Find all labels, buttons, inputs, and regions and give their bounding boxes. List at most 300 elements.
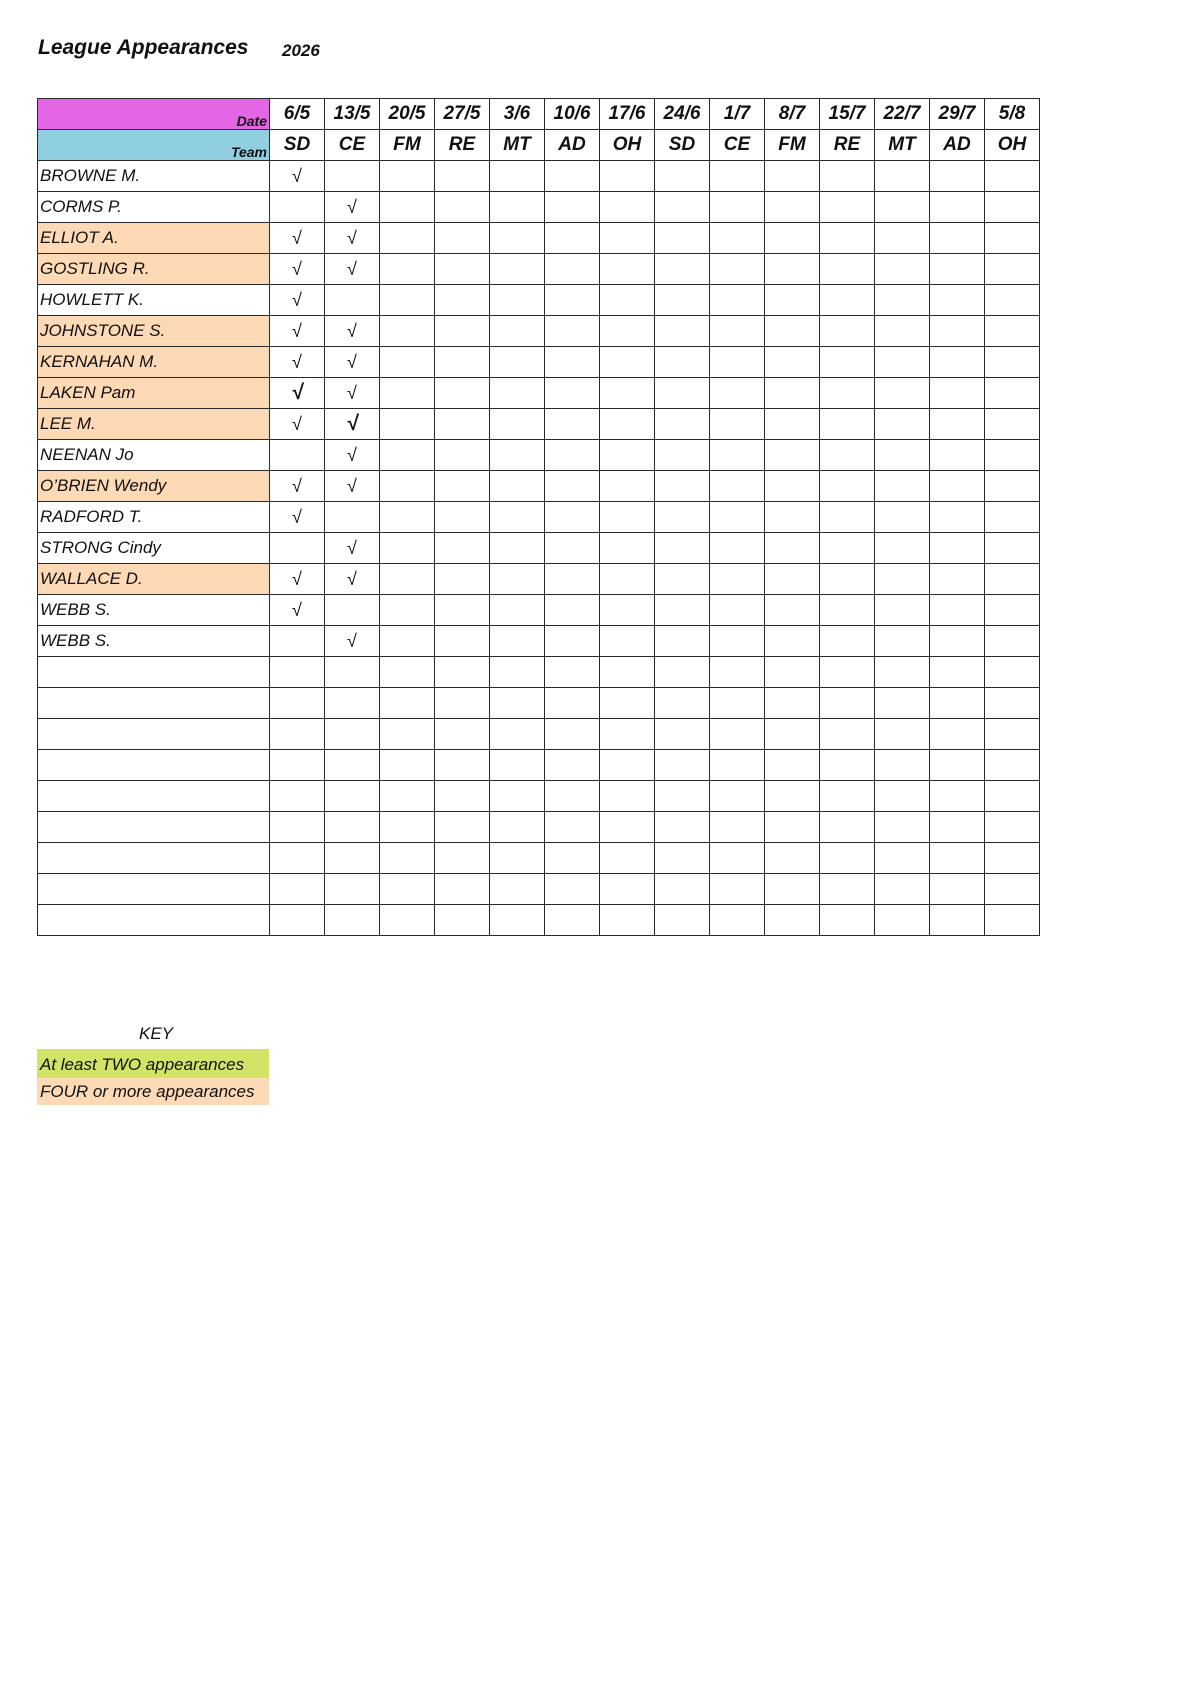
date-header-cell[interactable]: 13/5 (325, 99, 380, 130)
empty-cell[interactable] (930, 471, 985, 502)
empty-cell[interactable] (490, 750, 545, 781)
empty-cell[interactable] (875, 471, 930, 502)
empty-cell[interactable] (985, 781, 1040, 812)
empty-cell[interactable] (875, 254, 930, 285)
empty-cell[interactable] (600, 440, 655, 471)
empty-cell[interactable] (985, 502, 1040, 533)
empty-cell[interactable] (545, 316, 600, 347)
empty-cell[interactable] (820, 812, 875, 843)
empty-cell[interactable] (490, 812, 545, 843)
team-header-cell[interactable]: AD (545, 130, 600, 161)
empty-cell[interactable] (545, 192, 600, 223)
empty-cell[interactable] (655, 347, 710, 378)
appearance-tick-cell[interactable]: √ (325, 409, 380, 440)
empty-cell[interactable] (710, 812, 765, 843)
empty-cell[interactable] (875, 192, 930, 223)
empty-cell[interactable] (655, 812, 710, 843)
appearance-tick-cell[interactable]: √ (270, 316, 325, 347)
empty-cell[interactable] (435, 254, 490, 285)
empty-cell[interactable] (930, 533, 985, 564)
appearance-tick-cell[interactable]: √ (270, 502, 325, 533)
empty-cell[interactable] (710, 874, 765, 905)
empty-cell[interactable] (930, 502, 985, 533)
empty-cell[interactable] (435, 750, 490, 781)
player-name-cell[interactable]: JOHNSTONE S. (38, 316, 270, 347)
empty-cell[interactable] (765, 626, 820, 657)
empty-cell[interactable] (655, 626, 710, 657)
empty-cell[interactable] (435, 874, 490, 905)
empty-cell[interactable] (985, 874, 1040, 905)
empty-cell[interactable] (875, 595, 930, 626)
empty-cell[interactable] (765, 378, 820, 409)
player-name-cell[interactable] (38, 657, 270, 688)
team-header-cell[interactable]: RE (820, 130, 875, 161)
empty-cell[interactable] (380, 874, 435, 905)
empty-cell[interactable] (545, 812, 600, 843)
player-name-cell[interactable]: STRONG Cindy (38, 533, 270, 564)
empty-cell[interactable] (765, 812, 820, 843)
team-header-cell[interactable]: OH (600, 130, 655, 161)
empty-cell[interactable] (545, 688, 600, 719)
empty-cell[interactable] (930, 688, 985, 719)
player-name-cell[interactable]: BROWNE M. (38, 161, 270, 192)
empty-cell[interactable] (875, 843, 930, 874)
empty-cell[interactable] (270, 440, 325, 471)
date-header-cell[interactable]: 6/5 (270, 99, 325, 130)
empty-cell[interactable] (655, 595, 710, 626)
empty-cell[interactable] (930, 378, 985, 409)
empty-cell[interactable] (655, 471, 710, 502)
appearance-tick-cell[interactable]: √ (270, 378, 325, 409)
player-name-cell[interactable]: RADFORD T. (38, 502, 270, 533)
empty-cell[interactable] (380, 750, 435, 781)
empty-cell[interactable] (545, 254, 600, 285)
player-name-cell[interactable]: WALLACE D. (38, 564, 270, 595)
empty-cell[interactable] (875, 874, 930, 905)
empty-cell[interactable] (545, 843, 600, 874)
empty-cell[interactable] (600, 502, 655, 533)
empty-cell[interactable] (930, 316, 985, 347)
appearance-tick-cell[interactable]: √ (325, 316, 380, 347)
empty-cell[interactable] (985, 812, 1040, 843)
appearance-tick-cell[interactable]: √ (270, 595, 325, 626)
date-header-cell[interactable]: 1/7 (710, 99, 765, 130)
empty-cell[interactable] (435, 564, 490, 595)
player-name-cell[interactable]: LAKEN Pam (38, 378, 270, 409)
appearance-tick-cell[interactable]: √ (270, 409, 325, 440)
empty-cell[interactable] (765, 502, 820, 533)
empty-cell[interactable] (545, 533, 600, 564)
empty-cell[interactable] (985, 750, 1040, 781)
empty-cell[interactable] (380, 595, 435, 626)
empty-cell[interactable] (930, 750, 985, 781)
empty-cell[interactable] (820, 843, 875, 874)
empty-cell[interactable] (600, 316, 655, 347)
empty-cell[interactable] (545, 223, 600, 254)
empty-cell[interactable] (270, 874, 325, 905)
empty-cell[interactable] (380, 378, 435, 409)
appearance-tick-cell[interactable]: √ (270, 223, 325, 254)
appearance-tick-cell[interactable]: √ (325, 347, 380, 378)
empty-cell[interactable] (820, 750, 875, 781)
appearance-tick-cell[interactable]: √ (325, 471, 380, 502)
empty-cell[interactable] (435, 502, 490, 533)
empty-cell[interactable] (765, 161, 820, 192)
empty-cell[interactable] (820, 595, 875, 626)
empty-cell[interactable] (435, 192, 490, 223)
empty-cell[interactable] (490, 192, 545, 223)
empty-cell[interactable] (435, 626, 490, 657)
empty-cell[interactable] (655, 192, 710, 223)
player-name-cell[interactable] (38, 874, 270, 905)
empty-cell[interactable] (765, 409, 820, 440)
empty-cell[interactable] (765, 595, 820, 626)
date-header-cell[interactable]: 20/5 (380, 99, 435, 130)
empty-cell[interactable] (710, 223, 765, 254)
empty-cell[interactable] (325, 781, 380, 812)
empty-cell[interactable] (655, 843, 710, 874)
empty-cell[interactable] (930, 409, 985, 440)
empty-cell[interactable] (820, 161, 875, 192)
empty-cell[interactable] (820, 688, 875, 719)
team-header-cell[interactable]: RE (435, 130, 490, 161)
empty-cell[interactable] (270, 750, 325, 781)
empty-cell[interactable] (820, 285, 875, 316)
player-name-cell[interactable]: ELLIOT A. (38, 223, 270, 254)
empty-cell[interactable] (435, 688, 490, 719)
empty-cell[interactable] (820, 564, 875, 595)
empty-cell[interactable] (435, 657, 490, 688)
empty-cell[interactable] (490, 905, 545, 936)
appearance-tick-cell[interactable]: √ (325, 254, 380, 285)
empty-cell[interactable] (435, 843, 490, 874)
empty-cell[interactable] (600, 161, 655, 192)
player-name-cell[interactable]: WEBB S. (38, 595, 270, 626)
player-name-cell[interactable] (38, 905, 270, 936)
empty-cell[interactable] (270, 657, 325, 688)
empty-cell[interactable] (820, 378, 875, 409)
empty-cell[interactable] (765, 564, 820, 595)
empty-cell[interactable] (875, 688, 930, 719)
empty-cell[interactable] (270, 719, 325, 750)
appearance-tick-cell[interactable]: √ (325, 564, 380, 595)
empty-cell[interactable] (875, 719, 930, 750)
empty-cell[interactable] (985, 719, 1040, 750)
empty-cell[interactable] (270, 192, 325, 223)
empty-cell[interactable] (380, 657, 435, 688)
appearance-tick-cell[interactable]: √ (270, 564, 325, 595)
empty-cell[interactable] (985, 626, 1040, 657)
team-header-cell[interactable]: CE (325, 130, 380, 161)
empty-cell[interactable] (545, 719, 600, 750)
empty-cell[interactable] (655, 874, 710, 905)
empty-cell[interactable] (930, 781, 985, 812)
empty-cell[interactable] (820, 471, 875, 502)
empty-cell[interactable] (765, 750, 820, 781)
empty-cell[interactable] (270, 533, 325, 564)
empty-cell[interactable] (545, 285, 600, 316)
empty-cell[interactable] (985, 285, 1040, 316)
player-name-cell[interactable] (38, 781, 270, 812)
empty-cell[interactable] (820, 347, 875, 378)
empty-cell[interactable] (985, 688, 1040, 719)
empty-cell[interactable] (435, 440, 490, 471)
empty-cell[interactable] (655, 161, 710, 192)
player-name-cell[interactable] (38, 719, 270, 750)
empty-cell[interactable] (655, 688, 710, 719)
empty-cell[interactable] (710, 657, 765, 688)
empty-cell[interactable] (655, 409, 710, 440)
empty-cell[interactable] (545, 347, 600, 378)
empty-cell[interactable] (600, 378, 655, 409)
empty-cell[interactable] (545, 471, 600, 502)
empty-cell[interactable] (380, 781, 435, 812)
player-name-cell[interactable]: CORMS P. (38, 192, 270, 223)
empty-cell[interactable] (270, 626, 325, 657)
empty-cell[interactable] (875, 285, 930, 316)
appearance-tick-cell[interactable]: √ (325, 192, 380, 223)
empty-cell[interactable] (930, 626, 985, 657)
empty-cell[interactable] (545, 626, 600, 657)
empty-cell[interactable] (820, 316, 875, 347)
empty-cell[interactable] (875, 905, 930, 936)
empty-cell[interactable] (545, 409, 600, 440)
empty-cell[interactable] (435, 719, 490, 750)
empty-cell[interactable] (490, 285, 545, 316)
empty-cell[interactable] (600, 409, 655, 440)
appearance-tick-cell[interactable]: √ (325, 440, 380, 471)
empty-cell[interactable] (435, 285, 490, 316)
empty-cell[interactable] (325, 285, 380, 316)
appearance-tick-cell[interactable]: √ (270, 471, 325, 502)
empty-cell[interactable] (325, 161, 380, 192)
empty-cell[interactable] (270, 843, 325, 874)
empty-cell[interactable] (545, 378, 600, 409)
empty-cell[interactable] (380, 285, 435, 316)
empty-cell[interactable] (985, 595, 1040, 626)
empty-cell[interactable] (600, 564, 655, 595)
empty-cell[interactable] (490, 564, 545, 595)
empty-cell[interactable] (765, 719, 820, 750)
empty-cell[interactable] (380, 471, 435, 502)
empty-cell[interactable] (435, 378, 490, 409)
empty-cell[interactable] (875, 781, 930, 812)
player-name-cell[interactable] (38, 812, 270, 843)
empty-cell[interactable] (600, 719, 655, 750)
empty-cell[interactable] (930, 161, 985, 192)
team-header-cell[interactable]: FM (380, 130, 435, 161)
empty-cell[interactable] (930, 719, 985, 750)
empty-cell[interactable] (710, 905, 765, 936)
empty-cell[interactable] (600, 688, 655, 719)
empty-cell[interactable] (600, 843, 655, 874)
empty-cell[interactable] (655, 781, 710, 812)
empty-cell[interactable] (765, 192, 820, 223)
date-header-cell[interactable]: 24/6 (655, 99, 710, 130)
empty-cell[interactable] (490, 843, 545, 874)
empty-cell[interactable] (710, 843, 765, 874)
empty-cell[interactable] (490, 874, 545, 905)
empty-cell[interactable] (985, 471, 1040, 502)
player-name-cell[interactable]: GOSTLING R. (38, 254, 270, 285)
empty-cell[interactable] (930, 595, 985, 626)
empty-cell[interactable] (435, 347, 490, 378)
empty-cell[interactable] (985, 223, 1040, 254)
empty-cell[interactable] (490, 595, 545, 626)
team-header-cell[interactable]: OH (985, 130, 1040, 161)
empty-cell[interactable] (545, 874, 600, 905)
empty-cell[interactable] (820, 254, 875, 285)
empty-cell[interactable] (490, 440, 545, 471)
empty-cell[interactable] (875, 626, 930, 657)
player-name-cell[interactable]: NEENAN Jo (38, 440, 270, 471)
empty-cell[interactable] (490, 719, 545, 750)
empty-cell[interactable] (710, 688, 765, 719)
empty-cell[interactable] (380, 688, 435, 719)
empty-cell[interactable] (600, 254, 655, 285)
empty-cell[interactable] (380, 843, 435, 874)
empty-cell[interactable] (600, 285, 655, 316)
date-header-cell[interactable]: 17/6 (600, 99, 655, 130)
empty-cell[interactable] (325, 874, 380, 905)
empty-cell[interactable] (875, 564, 930, 595)
empty-cell[interactable] (490, 657, 545, 688)
date-header-cell[interactable]: 15/7 (820, 99, 875, 130)
empty-cell[interactable] (820, 409, 875, 440)
empty-cell[interactable] (930, 905, 985, 936)
empty-cell[interactable] (380, 409, 435, 440)
empty-cell[interactable] (380, 905, 435, 936)
empty-cell[interactable] (325, 812, 380, 843)
empty-cell[interactable] (600, 750, 655, 781)
empty-cell[interactable] (820, 626, 875, 657)
empty-cell[interactable] (930, 843, 985, 874)
empty-cell[interactable] (875, 657, 930, 688)
empty-cell[interactable] (875, 223, 930, 254)
empty-cell[interactable] (820, 192, 875, 223)
empty-cell[interactable] (655, 254, 710, 285)
empty-cell[interactable] (875, 533, 930, 564)
empty-cell[interactable] (380, 812, 435, 843)
empty-cell[interactable] (985, 564, 1040, 595)
empty-cell[interactable] (655, 378, 710, 409)
empty-cell[interactable] (710, 595, 765, 626)
empty-cell[interactable] (710, 285, 765, 316)
empty-cell[interactable] (820, 719, 875, 750)
empty-cell[interactable] (985, 378, 1040, 409)
empty-cell[interactable] (325, 502, 380, 533)
empty-cell[interactable] (765, 223, 820, 254)
empty-cell[interactable] (820, 440, 875, 471)
empty-cell[interactable] (655, 564, 710, 595)
empty-cell[interactable] (930, 657, 985, 688)
empty-cell[interactable] (710, 533, 765, 564)
date-header-cell[interactable]: 27/5 (435, 99, 490, 130)
empty-cell[interactable] (600, 223, 655, 254)
empty-cell[interactable] (600, 347, 655, 378)
empty-cell[interactable] (545, 750, 600, 781)
empty-cell[interactable] (710, 471, 765, 502)
empty-cell[interactable] (270, 781, 325, 812)
empty-cell[interactable] (710, 502, 765, 533)
date-label-cell[interactable]: Date (38, 99, 270, 130)
empty-cell[interactable] (710, 316, 765, 347)
empty-cell[interactable] (380, 626, 435, 657)
empty-cell[interactable] (655, 440, 710, 471)
empty-cell[interactable] (490, 626, 545, 657)
empty-cell[interactable] (930, 192, 985, 223)
empty-cell[interactable] (490, 347, 545, 378)
empty-cell[interactable] (490, 688, 545, 719)
empty-cell[interactable] (875, 502, 930, 533)
empty-cell[interactable] (710, 254, 765, 285)
empty-cell[interactable] (765, 874, 820, 905)
empty-cell[interactable] (380, 192, 435, 223)
date-header-cell[interactable]: 5/8 (985, 99, 1040, 130)
empty-cell[interactable] (875, 347, 930, 378)
empty-cell[interactable] (655, 223, 710, 254)
empty-cell[interactable] (655, 719, 710, 750)
player-name-cell[interactable]: HOWLETT K. (38, 285, 270, 316)
empty-cell[interactable] (380, 502, 435, 533)
empty-cell[interactable] (985, 533, 1040, 564)
empty-cell[interactable] (545, 502, 600, 533)
empty-cell[interactable] (820, 502, 875, 533)
team-header-cell[interactable]: CE (710, 130, 765, 161)
empty-cell[interactable] (930, 440, 985, 471)
appearance-tick-cell[interactable]: √ (270, 347, 325, 378)
empty-cell[interactable] (710, 719, 765, 750)
empty-cell[interactable] (985, 254, 1040, 285)
date-header-cell[interactable]: 3/6 (490, 99, 545, 130)
empty-cell[interactable] (490, 161, 545, 192)
empty-cell[interactable] (600, 874, 655, 905)
empty-cell[interactable] (820, 657, 875, 688)
empty-cell[interactable] (710, 347, 765, 378)
empty-cell[interactable] (875, 812, 930, 843)
empty-cell[interactable] (490, 223, 545, 254)
appearance-tick-cell[interactable]: √ (325, 533, 380, 564)
empty-cell[interactable] (875, 440, 930, 471)
empty-cell[interactable] (930, 285, 985, 316)
empty-cell[interactable] (930, 564, 985, 595)
empty-cell[interactable] (325, 750, 380, 781)
appearance-tick-cell[interactable]: √ (325, 223, 380, 254)
empty-cell[interactable] (985, 161, 1040, 192)
empty-cell[interactable] (380, 161, 435, 192)
empty-cell[interactable] (600, 471, 655, 502)
empty-cell[interactable] (380, 223, 435, 254)
empty-cell[interactable] (270, 812, 325, 843)
team-header-cell[interactable]: SD (270, 130, 325, 161)
empty-cell[interactable] (985, 192, 1040, 223)
empty-cell[interactable] (380, 440, 435, 471)
empty-cell[interactable] (765, 285, 820, 316)
empty-cell[interactable] (655, 502, 710, 533)
empty-cell[interactable] (985, 409, 1040, 440)
empty-cell[interactable] (490, 502, 545, 533)
empty-cell[interactable] (380, 719, 435, 750)
empty-cell[interactable] (655, 316, 710, 347)
empty-cell[interactable] (765, 533, 820, 564)
empty-cell[interactable] (930, 223, 985, 254)
empty-cell[interactable] (710, 564, 765, 595)
appearance-tick-cell[interactable]: √ (325, 626, 380, 657)
empty-cell[interactable] (875, 378, 930, 409)
empty-cell[interactable] (270, 688, 325, 719)
empty-cell[interactable] (545, 161, 600, 192)
empty-cell[interactable] (765, 843, 820, 874)
